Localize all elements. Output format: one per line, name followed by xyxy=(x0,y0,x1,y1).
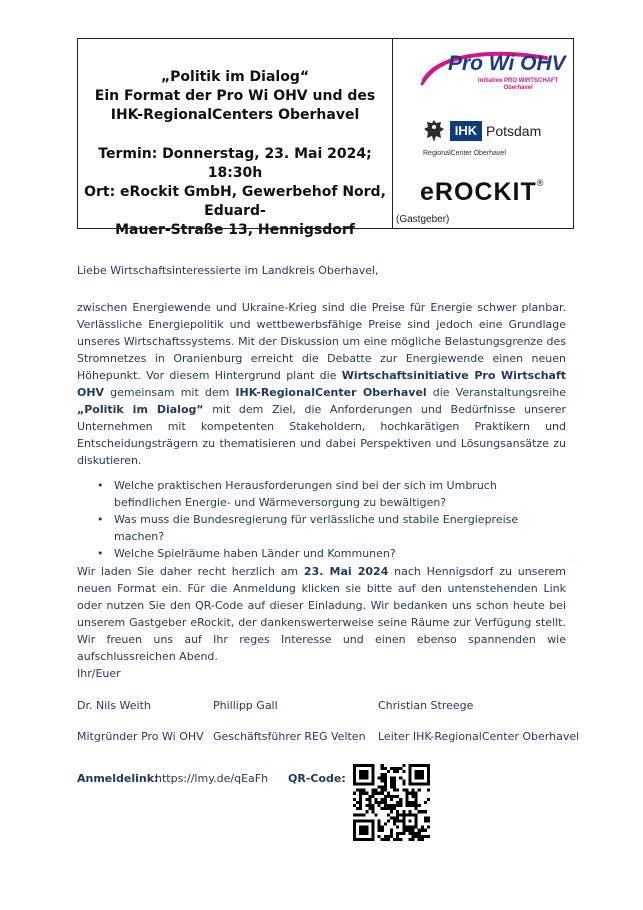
salutation: Liebe Wirtschaftsinteressierte im Landkreis Oberhavel, xyxy=(77,264,379,277)
signer-role: Geschäftsführer REG Velten xyxy=(213,730,366,743)
list-item: • Was muss die Bundesregierung für verlässliche und stabile Energiepreise machen? xyxy=(77,511,566,545)
erockit-logo-name: eROCKIT xyxy=(420,178,537,206)
prowi-logo-name: Pro Wi OHV xyxy=(448,52,566,75)
signer-role: Mitgründer Pro Wi OHV xyxy=(77,730,204,743)
invitation-text: nach Hennigsdorf zu unserem neuen Format ein. Für die Anmeldung klicken sie bitte auf den untenstehenden Link oder nutzen Sie den QR-Code auf dieser Einladung. Wir bedanken uns schon heute bei unserem Gastgeber eRockit, der dankenswerterweise seine Räume zur Verfügung stellt. Wir freuen uns auf Ihr reges Interesse und einen ebenso spannenden wie aufschlussreichen Abend. xyxy=(77,565,566,663)
intro-paragraph xyxy=(77,299,566,469)
intro-text: die Veranstaltungsreihe xyxy=(426,386,566,399)
intro-text: zwischen Energiewende und Ukraine-Krieg sind die Preise für Energie schwer planbar. Verlässliche Energiepolitik und wettbewerbsfähige Preise sind jedoch eine Grundlage unseres Wirtschaftssystems. Mit der Diskussion um eine mögliche Belastungsgrenze des Stromnetzes in Oranienburg erreicht die Debatte zur Energiewende einen neuen Höhepunkt. Vor diesem Hintergrund plant die xyxy=(77,301,566,382)
intro-org-ihk: IHK-RegionalCenter Oberhavel xyxy=(235,386,427,399)
event-title xyxy=(80,68,390,125)
event-location-line: Mauer-Straße 13, Hennigsdorf xyxy=(115,222,355,238)
header-divider xyxy=(392,38,393,229)
signer-name: Christian Streege xyxy=(378,699,474,712)
prowi-logo xyxy=(418,50,566,98)
ihk-logo-city: Potsdam xyxy=(486,123,542,139)
ihk-logo xyxy=(423,118,553,163)
event-title-line: Ein Format der Pro Wi OHV und des xyxy=(94,88,376,104)
intro-format-name: „Politik im Dialog“ xyxy=(77,403,204,416)
event-title-line: „Politik im Dialog“ xyxy=(160,69,310,85)
host-label: (Gastgeber) xyxy=(396,214,450,225)
prowi-logo-subtitle-line: Oberhavel xyxy=(503,85,533,91)
invitation-date: 23. Mai 2024 xyxy=(303,565,389,578)
signer-role: Leiter IHK-RegionalCenter Oberhavel xyxy=(378,730,580,743)
signer-name: Dr. Nils Weith xyxy=(77,699,151,712)
ihk-logo-subtitle: RegionalCenter Oberhavel xyxy=(423,150,506,157)
event-location-line: Ort: eRockit GmbH, Gewerbehof Nord, Eduard- xyxy=(84,184,386,219)
eagle-icon xyxy=(423,118,445,144)
prowi-logo-subtitle xyxy=(478,78,558,92)
event-date-line: Termin: Donnerstag, 23. Mai 2024; 18:30h xyxy=(98,146,372,181)
ihk-logo-mark: IHK xyxy=(450,121,482,141)
registration-link[interactable]: https://lmy.de/qEaFh xyxy=(155,772,269,785)
invitation-text: Wir laden Sie daher recht herzlich am xyxy=(77,565,304,578)
registered-mark: ® xyxy=(536,178,545,188)
event-title-line: IHK-RegionalCenters Oberhavel xyxy=(110,107,360,123)
registration-label: Anmeldelink: xyxy=(77,772,159,785)
closing: Ihr/Euer xyxy=(77,667,121,680)
erockit-logo xyxy=(420,178,544,207)
question-list xyxy=(77,477,566,562)
list-item: • Welche praktischen Herausforderungen sind bei der sich im Umbruch befindlichen Energie- und Wärmeversorgung zu bewältigen? xyxy=(77,477,566,511)
intro-text: gemeinsam mit dem xyxy=(104,386,236,399)
qr-code-icon[interactable] xyxy=(353,764,430,841)
event-details xyxy=(80,145,390,240)
invitation-paragraph xyxy=(77,563,566,665)
signer-name: Phillipp Gall xyxy=(213,699,278,712)
intro-text: mit dem Ziel, die Anforderungen und Bedürfnisse unserer Unternehmen mit kompetenten Stakeholdern, hochkarätigen Praktikern und Entscheidungsträgern zu thematisieren und dabei Perspektiven und Lösungsansätze zu diskutieren. xyxy=(77,403,566,467)
qr-code-label: QR-Code: xyxy=(288,772,346,785)
intro-org-prowi: Wirtschaftsinitiative Pro Wirtschaft OHV xyxy=(77,369,567,399)
list-item: • Welche Spielräume haben Länder und Kommunen? xyxy=(77,545,566,562)
prowi-logo-subtitle-line: Initiative PRO WIRTSCHAFT xyxy=(478,78,559,84)
